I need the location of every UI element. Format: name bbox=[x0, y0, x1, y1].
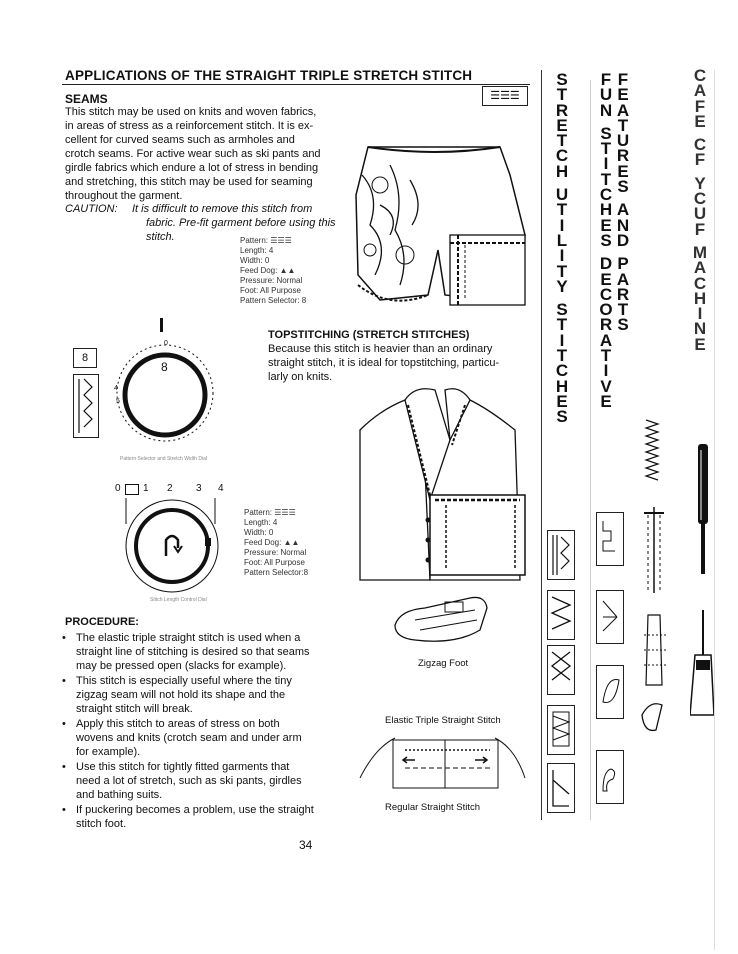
sidebar-letter: F bbox=[694, 150, 706, 170]
procedure-item bbox=[58, 674, 348, 716]
sidebar-letter: A bbox=[616, 200, 630, 220]
scale-mark: 0 bbox=[115, 483, 121, 494]
topstitching-heading: TOPSTITCHING (STRETCH STITCHES) bbox=[268, 329, 470, 341]
sidebar-letter: U bbox=[693, 204, 707, 224]
sidebar-letter: Y bbox=[556, 276, 568, 296]
seams-paragraph bbox=[65, 105, 335, 203]
page-title: APPLICATIONS OF THE STRAIGHT TRIPLE STRETCH STITCH bbox=[65, 68, 473, 83]
topstitching-paragraph bbox=[268, 342, 538, 384]
sidebar-letter: H bbox=[555, 161, 569, 181]
sidebar-letter: H bbox=[555, 376, 569, 396]
stitch-icon-box bbox=[547, 645, 575, 695]
sidebar-letter: C bbox=[693, 189, 707, 209]
sidebar-letter: F bbox=[694, 219, 706, 239]
setting-pattern-selector: Pattern Selector:8 bbox=[244, 568, 309, 577]
sidebar-letter: S bbox=[556, 300, 568, 320]
stitch-icon-box bbox=[596, 512, 624, 566]
sidebar-tab-features-parts[interactable] bbox=[611, 72, 635, 333]
setting-pressure: Pressure: Normal bbox=[244, 548, 307, 557]
scale-mark: 2 bbox=[167, 483, 173, 494]
scale-mark: 3 bbox=[196, 483, 202, 494]
procedure-item bbox=[58, 760, 348, 802]
length-dial-caption: Stitch Length Control Dial bbox=[150, 597, 207, 603]
shorts-illustration bbox=[350, 135, 530, 310]
screwdriver-oiler-icon bbox=[690, 440, 720, 720]
sidebar-letter: I bbox=[603, 154, 609, 174]
setting-feed-dog: Feed Dog: ▲▲ bbox=[244, 538, 300, 547]
procedure-line: straight stitch will break. bbox=[76, 703, 193, 715]
dial-left-mark: 4 bbox=[114, 385, 118, 392]
procedure-line: straight line of stitching is desired so that seams bbox=[76, 646, 310, 658]
sidebar-letter: A bbox=[616, 100, 630, 120]
zigzag-foot-illustration bbox=[385, 590, 495, 650]
sidebar-letter: S bbox=[617, 315, 629, 335]
settings-list-1 bbox=[240, 236, 306, 306]
sidebar-letter: C bbox=[693, 135, 707, 155]
seams-line: cellent for curved seams such as armholes and bbox=[65, 134, 295, 146]
sidebar-letter: A bbox=[616, 269, 630, 289]
topstitching-line: straight stitch, it is ideal for topstitching, particu- bbox=[268, 357, 500, 369]
pattern-selector-window: 8 bbox=[73, 348, 97, 368]
elastic-stitch-caption: Elastic Triple Straight Stitch bbox=[385, 715, 501, 726]
setting-pattern: Pattern: ☰☰☰ bbox=[244, 508, 296, 517]
procedure-list bbox=[58, 631, 348, 832]
sidebar-letter: I bbox=[603, 361, 609, 381]
seams-line: This stitch may be used on knits and woven fabrics, bbox=[65, 106, 317, 118]
sidebar-letter: C bbox=[599, 284, 613, 304]
sidebar-letter: F bbox=[600, 70, 612, 89]
sidebar-letter: I bbox=[697, 304, 703, 324]
procedure-line: • Use this stitch for tightly fitted garments that bbox=[76, 761, 290, 773]
page-edge bbox=[714, 70, 715, 950]
setting-length: Length: 4 bbox=[240, 246, 274, 255]
page-number: 34 bbox=[299, 838, 313, 852]
sidebar-letter: T bbox=[617, 300, 629, 320]
procedure-line: • Apply this stitch to areas of stress on both bbox=[76, 718, 280, 730]
stretch-comparison-illustration bbox=[355, 728, 530, 803]
sidebar-letter: P bbox=[617, 254, 629, 274]
sidebar-tab-stretch-utility[interactable] bbox=[550, 72, 574, 425]
procedure-item bbox=[58, 631, 348, 673]
stitch-icon-box bbox=[547, 530, 575, 580]
seams-line: girdle fabrics which endure a lot of stress in bending bbox=[65, 162, 319, 174]
procedure-line: wovens and knits (crotch seam and under arm bbox=[76, 732, 302, 744]
seams-heading: SEAMS bbox=[65, 92, 108, 106]
sidebar-letter: R bbox=[616, 146, 630, 166]
sidebar-letter: R bbox=[599, 315, 613, 335]
sidebar-letter: U bbox=[616, 131, 630, 151]
dial-left-mark: 5 bbox=[116, 398, 120, 405]
sidebar-letter: N bbox=[599, 100, 613, 120]
pattern-selector-dial[interactable] bbox=[110, 338, 220, 448]
procedure-line: stitch foot. bbox=[76, 818, 127, 830]
sidebar-letter: I bbox=[559, 330, 565, 350]
sidebar-letter: E bbox=[556, 391, 568, 411]
procedure-heading: PROCEDURE: bbox=[65, 616, 139, 628]
regular-stitch-caption: Regular Straight Stitch bbox=[385, 802, 481, 813]
sidebar-letter: S bbox=[617, 177, 629, 197]
sidebar-letter: T bbox=[556, 346, 568, 366]
procedure-line: zigzag seam will not hold its shape and the bbox=[76, 689, 286, 701]
sidebar-letter: C bbox=[555, 361, 569, 381]
sidebar-letter: T bbox=[600, 346, 612, 366]
stitch-length-dial[interactable] bbox=[112, 496, 242, 596]
scale-box bbox=[125, 484, 139, 495]
dial-top-mark: 0 bbox=[164, 340, 168, 347]
procedure-line: • If puckering becomes a problem, use the straight bbox=[76, 804, 314, 816]
sidebar-letter: T bbox=[556, 315, 568, 335]
stitch-icon-box bbox=[596, 750, 624, 804]
sidebar-letter: S bbox=[556, 407, 568, 427]
seams-line: throughout the garment. bbox=[65, 190, 183, 202]
procedure-item bbox=[58, 803, 348, 831]
procedure-item bbox=[58, 717, 348, 759]
sidebar-letter: V bbox=[600, 376, 612, 396]
dial-indicator-mark bbox=[160, 318, 163, 332]
topstitching-line: Because this stitch is heavier than an ordinary bbox=[268, 343, 493, 355]
sidebar-letter: T bbox=[600, 139, 612, 159]
length-scale bbox=[115, 483, 255, 497]
decorative-stitch-sample bbox=[642, 418, 662, 488]
procedure-line: may be pressed open (slacks for example). bbox=[76, 660, 287, 672]
sidebar-divider bbox=[541, 70, 542, 820]
sidebar-letter: E bbox=[694, 334, 706, 354]
setting-pattern: Pattern: ☰☰☰ bbox=[240, 236, 292, 245]
sidebar-letter: U bbox=[599, 85, 613, 105]
stitch-icon-box bbox=[547, 590, 575, 640]
title-rule bbox=[62, 84, 530, 85]
sidebar-letter: E bbox=[617, 161, 629, 181]
sidebar-letter: E bbox=[600, 391, 612, 411]
needle-icon bbox=[634, 505, 674, 595]
setting-foot: Foot: All Purpose bbox=[240, 286, 301, 295]
sidebar-letter: F bbox=[617, 70, 629, 89]
dial-number: 8 bbox=[161, 360, 168, 374]
sidebar-letter: R bbox=[555, 100, 569, 120]
setting-width: Width: 0 bbox=[240, 256, 270, 265]
sidebar-letter: C bbox=[555, 146, 569, 166]
zigzag-foot-caption: Zigzag Foot bbox=[418, 658, 469, 669]
sidebar-divider bbox=[590, 80, 591, 820]
sidebar-letter: H bbox=[599, 200, 613, 220]
procedure-line: and bathing suits. bbox=[76, 789, 163, 801]
setting-foot: Foot: All Purpose bbox=[244, 558, 305, 567]
sidebar-letter: C bbox=[693, 273, 707, 293]
sidebar-letter: D bbox=[599, 254, 613, 274]
caution-line: stitch. bbox=[146, 231, 175, 243]
seams-line: and stretching, this stitch may be used for seaming bbox=[65, 176, 313, 188]
sidebar-letter: A bbox=[599, 330, 613, 350]
sidebar-letter: T bbox=[600, 169, 612, 189]
sidebar-letter: E bbox=[600, 269, 612, 289]
stitch-icon-box bbox=[596, 665, 624, 719]
sidebar-letter: T bbox=[556, 200, 568, 220]
sidebar-letter: R bbox=[616, 284, 630, 304]
settings-list-2 bbox=[244, 508, 308, 578]
procedure-line: need a lot of stretch, such as ski pants, girdles bbox=[76, 775, 302, 787]
setting-pattern-selector: Pattern Selector: 8 bbox=[240, 296, 307, 305]
scale-mark: 1 bbox=[143, 483, 149, 494]
sidebar-letter: A bbox=[693, 81, 707, 101]
sidebar-letter: N bbox=[693, 319, 707, 339]
sidebar-letter: S bbox=[556, 70, 568, 89]
sidebar-letter: I bbox=[559, 215, 565, 235]
stitch-icon-box bbox=[596, 590, 624, 644]
procedure-line: for example). bbox=[76, 746, 141, 758]
sidebar-letter: O bbox=[599, 300, 613, 320]
setting-pressure: Pressure: Normal bbox=[240, 276, 303, 285]
setting-width: Width: 0 bbox=[244, 528, 274, 537]
sidebar-letter: E bbox=[617, 85, 629, 105]
sidebar-letter: S bbox=[600, 230, 612, 250]
scale-mark: 4 bbox=[218, 483, 224, 494]
dial-caption: Pattern Selector and Stretch Width Dial bbox=[120, 456, 207, 462]
sidebar-letter: S bbox=[600, 123, 612, 143]
sidebar-letter: T bbox=[617, 115, 629, 135]
sidebar-letter: T bbox=[556, 261, 568, 281]
sidebar-letter: D bbox=[616, 230, 630, 250]
setting-feed-dog: Feed Dog: ▲▲ bbox=[240, 266, 296, 275]
sidebar-letter: U bbox=[555, 185, 569, 205]
sidebar-letter: F bbox=[694, 96, 706, 116]
stitch-icon-box bbox=[547, 763, 575, 813]
stitch-pattern-chart bbox=[73, 374, 99, 438]
sidebar-letter: H bbox=[693, 288, 707, 308]
procedure-line: • This stitch is especially useful where the tiny bbox=[76, 675, 292, 687]
seams-line: in areas of stress as a reinforcement stitch. It is ex- bbox=[65, 120, 314, 132]
seams-line: crotch seams. For active wear such as ski pants and bbox=[65, 148, 321, 160]
sidebar-tab-machine-care[interactable] bbox=[690, 68, 710, 352]
pattern-symbol-box: ☰☰☰ bbox=[482, 86, 528, 106]
topstitching-line: larly on knits. bbox=[268, 371, 333, 383]
sidebar-letter: L bbox=[556, 230, 568, 250]
caution-line: It is difficult to remove this stitch from bbox=[132, 203, 313, 215]
sidebar-letter: E bbox=[556, 115, 568, 135]
sidebar-letter: I bbox=[559, 246, 565, 266]
sidebar-letter: C bbox=[599, 185, 613, 205]
sidebar-letter: Y bbox=[694, 173, 706, 193]
sidebar-letter: A bbox=[693, 258, 707, 278]
sidebar-letter: T bbox=[556, 131, 568, 151]
caution-label: CAUTION: bbox=[65, 203, 118, 215]
sidebar-letter: E bbox=[694, 111, 706, 131]
setting-length: Length: 4 bbox=[244, 518, 278, 527]
procedure-line: • The elastic triple straight stitch is used when a bbox=[76, 632, 301, 644]
presser-foot-icon bbox=[636, 605, 676, 745]
jacket-illustration bbox=[350, 380, 530, 600]
sidebar-letter: E bbox=[600, 215, 612, 235]
sidebar-letter: T bbox=[556, 85, 568, 105]
stitch-icon-box bbox=[547, 705, 575, 755]
sidebar-letter: N bbox=[616, 215, 630, 235]
sidebar-letter: C bbox=[693, 66, 707, 85]
caution-line: fabric. Pre-fit garment before using this bbox=[146, 217, 336, 229]
sidebar-letter: M bbox=[692, 242, 708, 262]
